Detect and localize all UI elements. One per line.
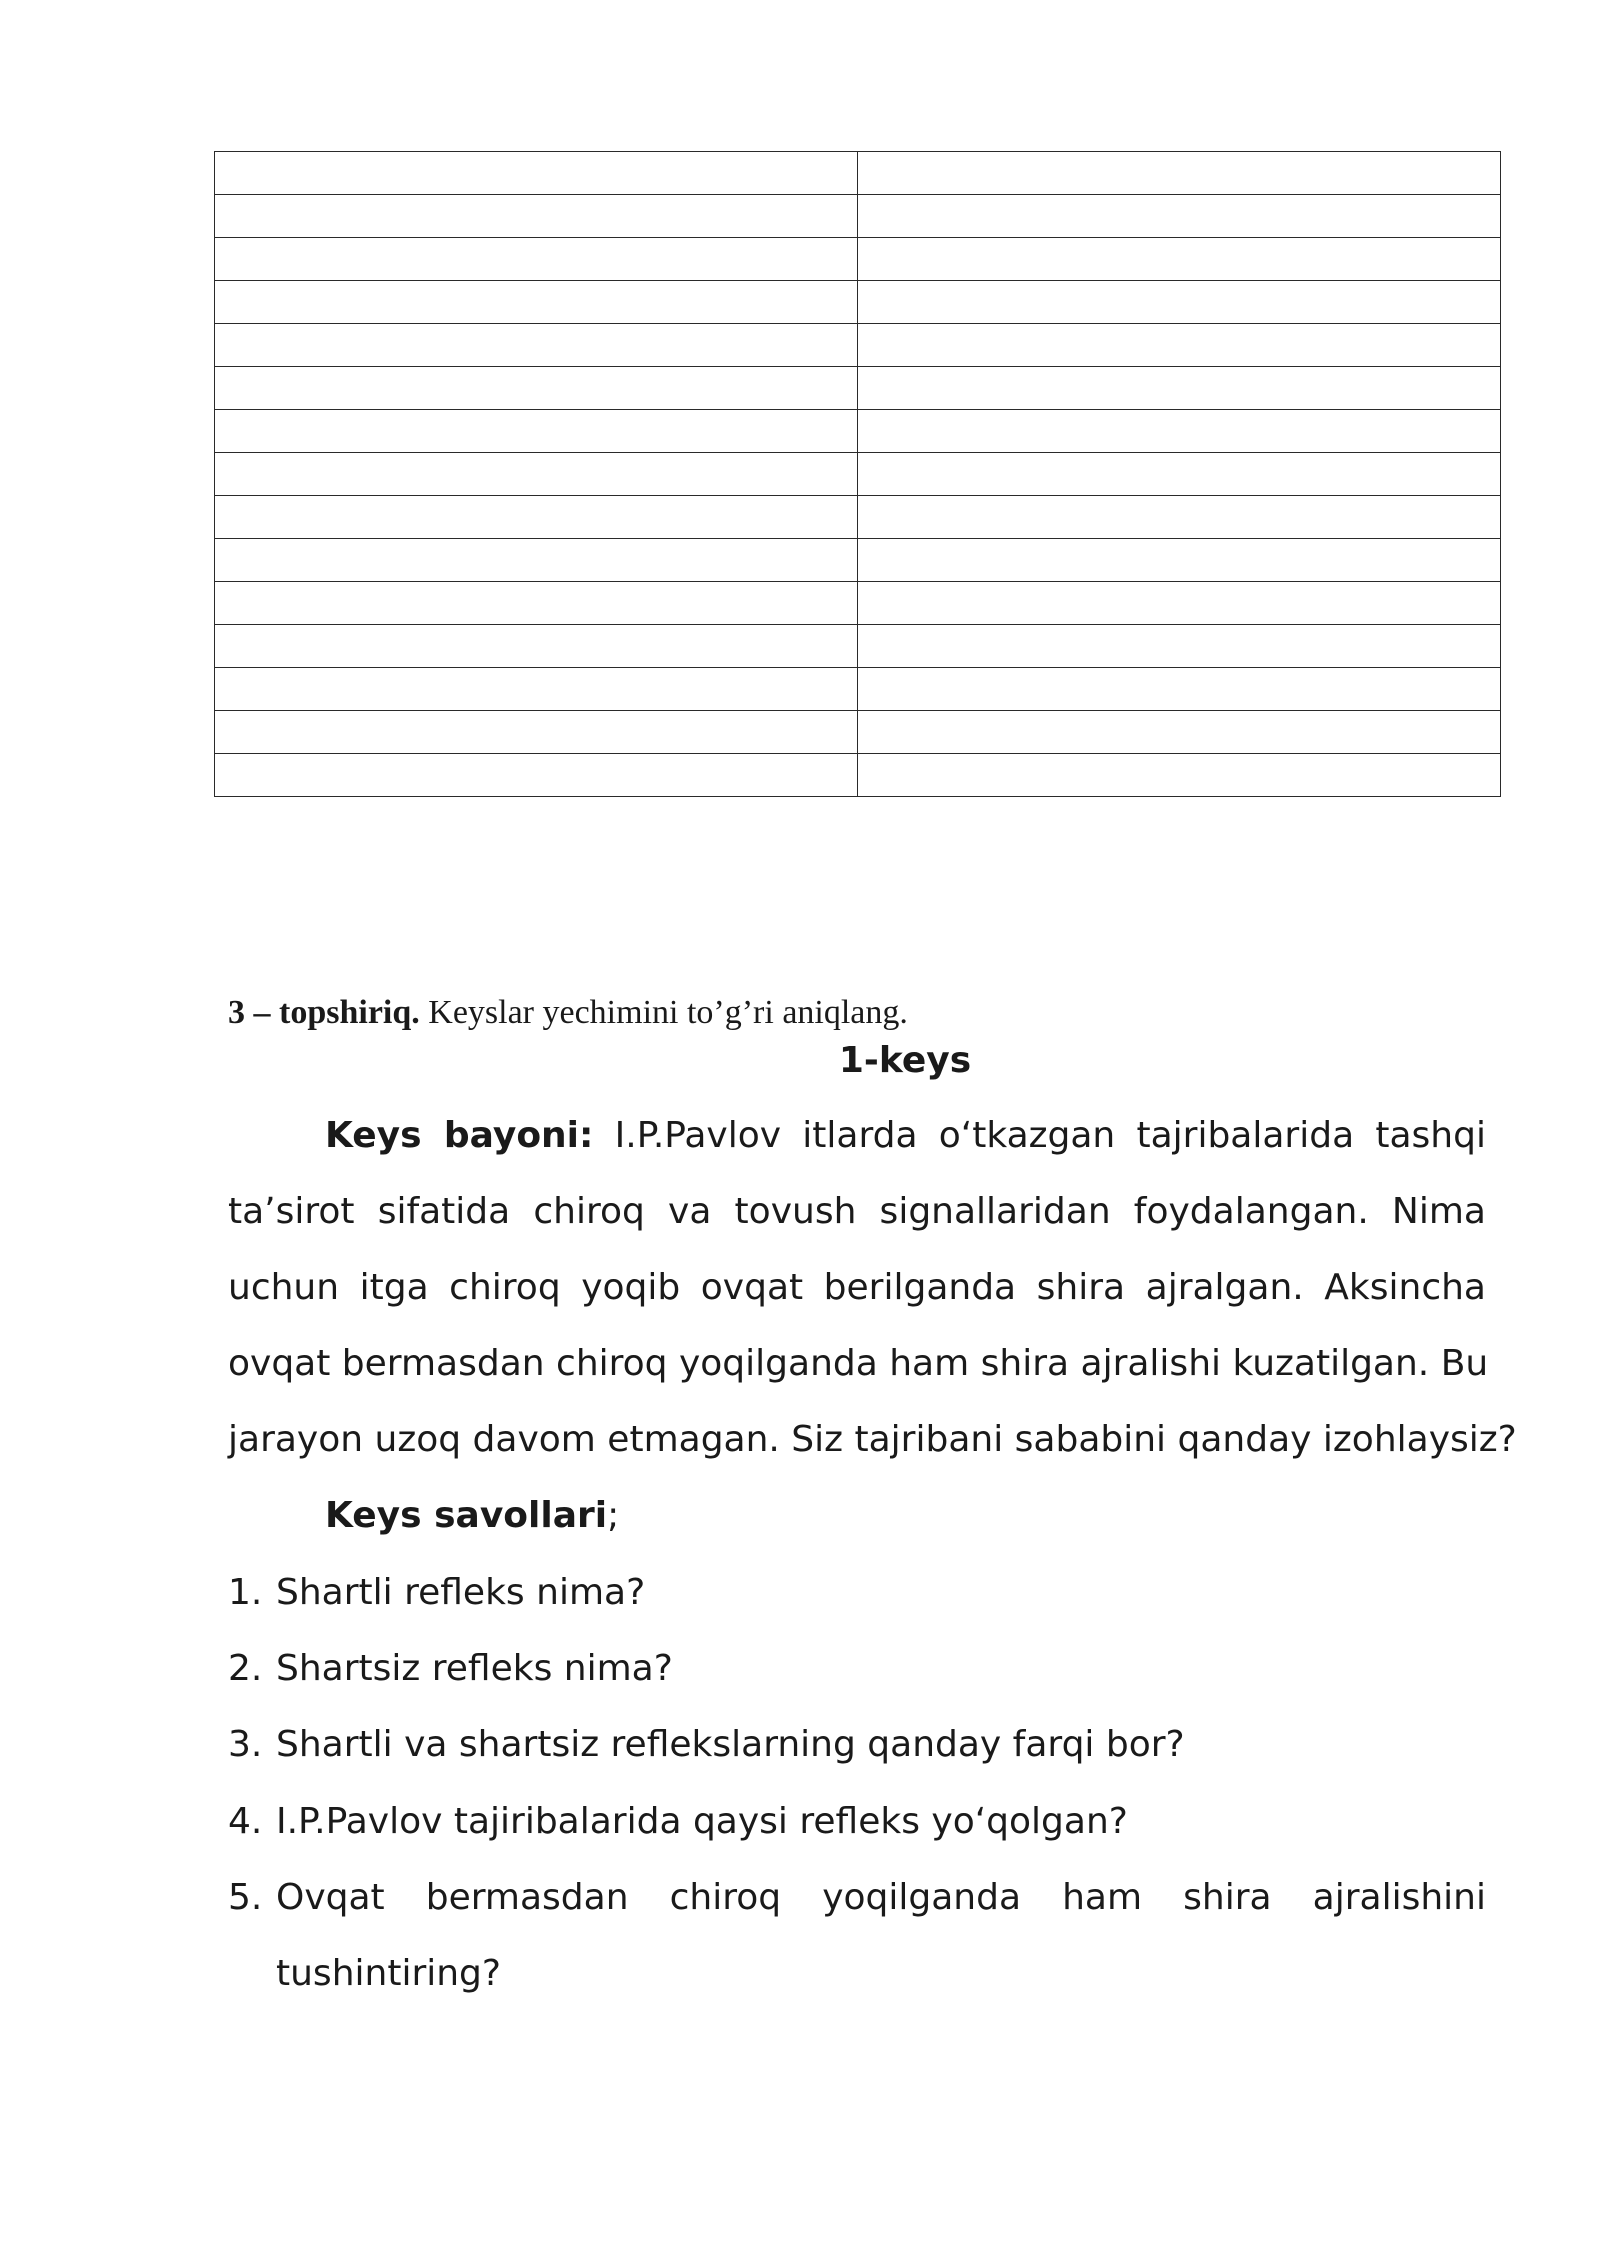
table-row (215, 754, 1501, 797)
table-cell (215, 324, 858, 367)
table-body (215, 152, 1501, 797)
question-text: I.P.Pavlov tajiribalarida qaysi refleks yo‘qolgan? (276, 1801, 1128, 1842)
table-cell (858, 238, 1501, 281)
table-cell (858, 582, 1501, 625)
table-cell (215, 410, 858, 453)
table-cell (215, 195, 858, 238)
case-statement-line: uchun itga chiroq yoqib ovqat berilganda shira ajralgan. Aksincha (228, 1267, 1486, 1308)
table-cell (858, 496, 1501, 539)
task-heading (228, 990, 908, 1036)
case-statement-text: I.P.Pavlov itlarda o‘tkazgan tajribalarida tashqi (593, 1115, 1486, 1156)
table-cell (215, 152, 858, 195)
table-cell (858, 754, 1501, 797)
table-row (215, 238, 1501, 281)
table-cell (215, 281, 858, 324)
table-cell (858, 453, 1501, 496)
question-text: Shartsiz refleks nima? (276, 1648, 673, 1689)
question-number: 1. (228, 1572, 263, 1613)
table-cell (215, 496, 858, 539)
table-row (215, 668, 1501, 711)
table-row (215, 410, 1501, 453)
question-number: 4. (228, 1801, 263, 1842)
blank-answer-table (214, 151, 1501, 797)
question-text: Ovqat bermasdan chiroq yoqilganda ham shira ajralishini (276, 1877, 1486, 1918)
case-statement-label: Keys bayoni: (325, 1115, 594, 1156)
table-row (215, 367, 1501, 410)
table-row (215, 711, 1501, 754)
table-cell (858, 152, 1501, 195)
task-number: 3 – topshiriq. (228, 994, 420, 1031)
table-cell (215, 711, 858, 754)
table-row (215, 152, 1501, 195)
table-cell (858, 711, 1501, 754)
table-cell (215, 625, 858, 668)
question-number: 3. (228, 1724, 263, 1765)
question-text: Shartli va shartsiz reflekslarning qanday farqi bor? (276, 1724, 1185, 1765)
case-questions-suffix: ; (607, 1495, 620, 1536)
table-cell (858, 410, 1501, 453)
table-row (215, 625, 1501, 668)
table-cell (858, 668, 1501, 711)
table-cell (858, 625, 1501, 668)
case-questions-heading (228, 1491, 1486, 1541)
table-cell (215, 582, 858, 625)
table-cell (858, 281, 1501, 324)
table-row (215, 324, 1501, 367)
case-statement-line: jarayon uzoq davom etmagan. Siz tajribani sababini qanday izohlaysiz? (228, 1419, 1517, 1460)
case-statement-line (228, 1111, 1486, 1161)
table-cell (215, 453, 858, 496)
question-text: Shartli refleks nima? (276, 1572, 646, 1613)
case-statement-line: ta’sirot sifatida chiroq va tovush signallaridan foydalangan. Nima (228, 1191, 1486, 1232)
table-cell (215, 539, 858, 582)
table-cell (858, 195, 1501, 238)
question-number: 5. (228, 1877, 263, 1918)
table-row (215, 453, 1501, 496)
table-cell (215, 754, 858, 797)
question-number: 2. (228, 1648, 263, 1689)
table-cell (858, 367, 1501, 410)
table-cell (858, 324, 1501, 367)
task-text: Keyslar yechimini to’g’ri aniqlang. (419, 994, 908, 1031)
table-cell (215, 367, 858, 410)
table-cell (215, 668, 858, 711)
case-title: 1-keys (838, 1040, 972, 1081)
table-row (215, 195, 1501, 238)
case-statement-line: ovqat bermasdan chiroq yoqilganda ham shira ajralishi kuzatilgan. Bu (228, 1343, 1489, 1384)
table-row (215, 496, 1501, 539)
table-cell (215, 238, 858, 281)
table-cell (858, 539, 1501, 582)
table-row (215, 582, 1501, 625)
table-row (215, 281, 1501, 324)
question-text-continuation: tushintiring? (276, 1953, 502, 1994)
case-questions-label: Keys savollari (325, 1495, 608, 1536)
table-row (215, 539, 1501, 582)
